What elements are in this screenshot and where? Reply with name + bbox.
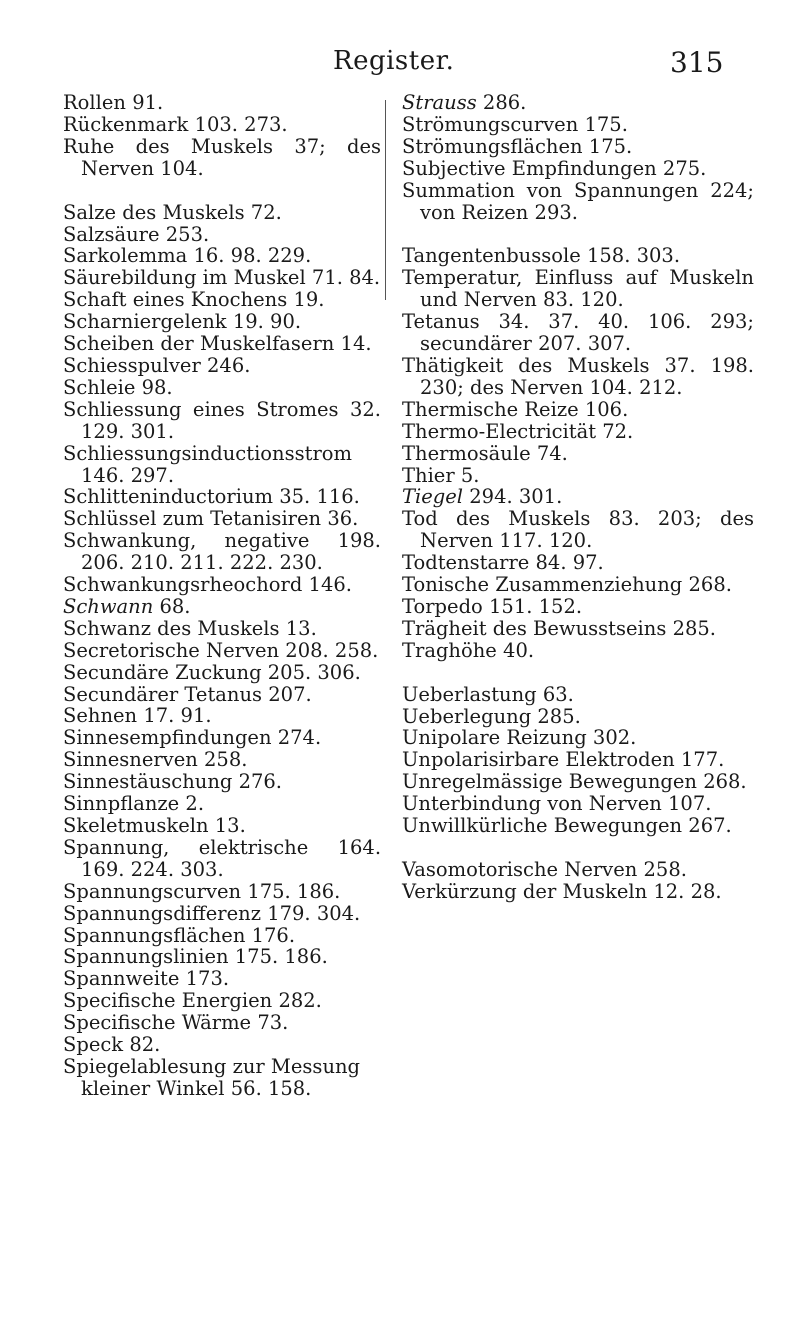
index-entry: Unpolarisirbare Elektroden 177. xyxy=(402,748,725,772)
index-entry: Scharniergelenk 19. 90. xyxy=(63,310,302,334)
index-entry: Secundäre Zuckung 205. 306. xyxy=(63,660,361,684)
index-entry: Todtenstarre 84. 97. xyxy=(402,551,604,575)
index-entry: Schwankung, negative 198. 206. 210. 211. 222. 230. xyxy=(63,529,381,575)
index-column-right xyxy=(402,92,754,903)
index-entry: Specifische Wärme 73. xyxy=(63,1011,289,1035)
index-entry: Tangentenbussole 158. 303. xyxy=(402,244,681,268)
index-entry: Sinnpflanze 2. xyxy=(63,792,205,816)
page-header xyxy=(0,46,800,86)
index-entry: Scheiben der Muskelfasern 14. xyxy=(63,332,372,356)
index-entry: Sarkolemma 16. 98. 229. xyxy=(63,244,312,268)
index-entry: Trägheit des Bewusstseins 285. xyxy=(402,616,716,640)
index-entry: Thätigkeit des Muskels 37. 198. 230; des Nerven 104. 212. xyxy=(402,353,754,399)
index-entry: Schlitteninductorium 35. 116. xyxy=(63,485,360,509)
index-entry: Schliessungsinductionsstrom 146. 297. xyxy=(63,441,353,487)
index-entry: Summation von Spannungen 224; von Reizen 293. xyxy=(402,178,754,224)
index-entry: Sinnesnerven 258. xyxy=(63,748,248,772)
index-entry: Schwann 68. xyxy=(63,594,191,618)
index-entry: Specifische Energien 282. xyxy=(63,989,322,1013)
index-entry: Skeletmuskeln 13. xyxy=(63,814,246,837)
index-entry: Schiesspulver 246. xyxy=(63,353,251,377)
index-entry: Spannungscurven 175. 186. xyxy=(63,879,341,903)
index-entry: Verkürzung der Muskeln 12. 28. xyxy=(402,879,722,903)
index-entry: Ueberlastung 63. xyxy=(402,682,574,706)
index-entry: Sinnesempfindungen 274. xyxy=(63,726,322,750)
index-entry: Spannungsflächen 176. xyxy=(63,923,296,947)
index-entry: Tetanus 34. 37. 40. 106. 293; secundärer 207. 307. xyxy=(402,310,754,356)
page-number: 315 xyxy=(670,46,724,79)
index-entry: Schwanz des Muskels 13. xyxy=(63,616,317,640)
index-entry: Salze des Muskels 72. xyxy=(63,200,282,224)
index-entry: Spiegelablesung zur Messung kleiner Winkel 56. 158. xyxy=(63,1054,361,1100)
index-entry: Thier 5. xyxy=(402,463,480,487)
index-entry: Unregelmässige Bewegungen 268. xyxy=(402,770,747,794)
index-entry: Unipolare Reizung 302. xyxy=(402,726,637,750)
index-entry: Temperatur, Einfluss auf Muskeln und Nerven 83. 120. xyxy=(402,266,754,312)
index-entry: Unterbindung von Nerven 107. xyxy=(402,792,712,816)
index-entry: Speck 82. xyxy=(63,1033,161,1057)
index-entry: Subjective Empfindungen 275. xyxy=(402,156,707,180)
index-entry: Spannungslinien 175. 186. xyxy=(63,945,328,969)
index-entry: Schaft eines Knochens 19. xyxy=(63,288,325,312)
index-entry: Tiegel 294. 301. xyxy=(402,485,563,509)
index-column-left xyxy=(63,92,381,1100)
index-entry: Rückenmark 103. 273. xyxy=(63,112,288,136)
index-entry: Strömungsflächen 175. xyxy=(402,134,633,158)
index-entry: Schliessung eines Stromes 32. 129. 301. xyxy=(63,397,381,443)
index-entry: Sinnestäuschung 276. xyxy=(63,770,282,794)
index-entry: Strauss 286. xyxy=(402,91,527,114)
index-entry: Spannungsdifferenz 179. 304. xyxy=(63,901,361,925)
index-entry: Ueberlegung 285. xyxy=(402,704,581,728)
index-entry: Thermosäule 74. xyxy=(402,441,568,465)
index-entry: Strömungscurven 175. xyxy=(402,112,628,136)
index-entry: Thermo-Electricität 72. xyxy=(402,419,634,443)
index-entry: Torpedo 151. 152. xyxy=(402,594,583,618)
index-entry: Thermische Reize 106. xyxy=(402,397,629,421)
index-entry: Spannung, elektrische 164. 169. 224. 303. xyxy=(63,835,382,881)
index-entry: Schlüssel zum Tetanisiren 36. xyxy=(63,507,359,531)
index-entry: Ruhe des Muskels 37; des Nerven 104. xyxy=(63,134,381,180)
index-entry: Schwankungsrheochord 146. xyxy=(63,573,352,597)
index-entry: Vasomotorische Nerven 258. xyxy=(402,858,687,881)
index-entry: Tonische Zusammenziehung 268. xyxy=(402,573,732,597)
index-entry: Spannweite 173. xyxy=(63,967,230,991)
index-entry: Salzsäure 253. xyxy=(63,222,210,246)
index-entry: Rollen 91. xyxy=(63,91,164,114)
index-entry: Secundärer Tetanus 207. xyxy=(63,682,312,706)
column-divider xyxy=(385,100,386,300)
index-entry: Sehnen 17. 91. xyxy=(63,704,212,728)
index-entry: Säurebildung im Muskel 71. 84. xyxy=(63,266,381,290)
index-entry: Traghöhe 40. xyxy=(402,638,535,662)
index-entry: Tod des Muskels 83. 203; des Nerven 117. 120. xyxy=(402,507,754,553)
page-title: Register. xyxy=(333,46,455,76)
index-entry: Secretorische Nerven 208. 258. xyxy=(63,638,379,662)
index-entry: Schleie 98. xyxy=(63,375,173,399)
index-entry: Unwillkürliche Bewegungen 267. xyxy=(402,814,732,838)
